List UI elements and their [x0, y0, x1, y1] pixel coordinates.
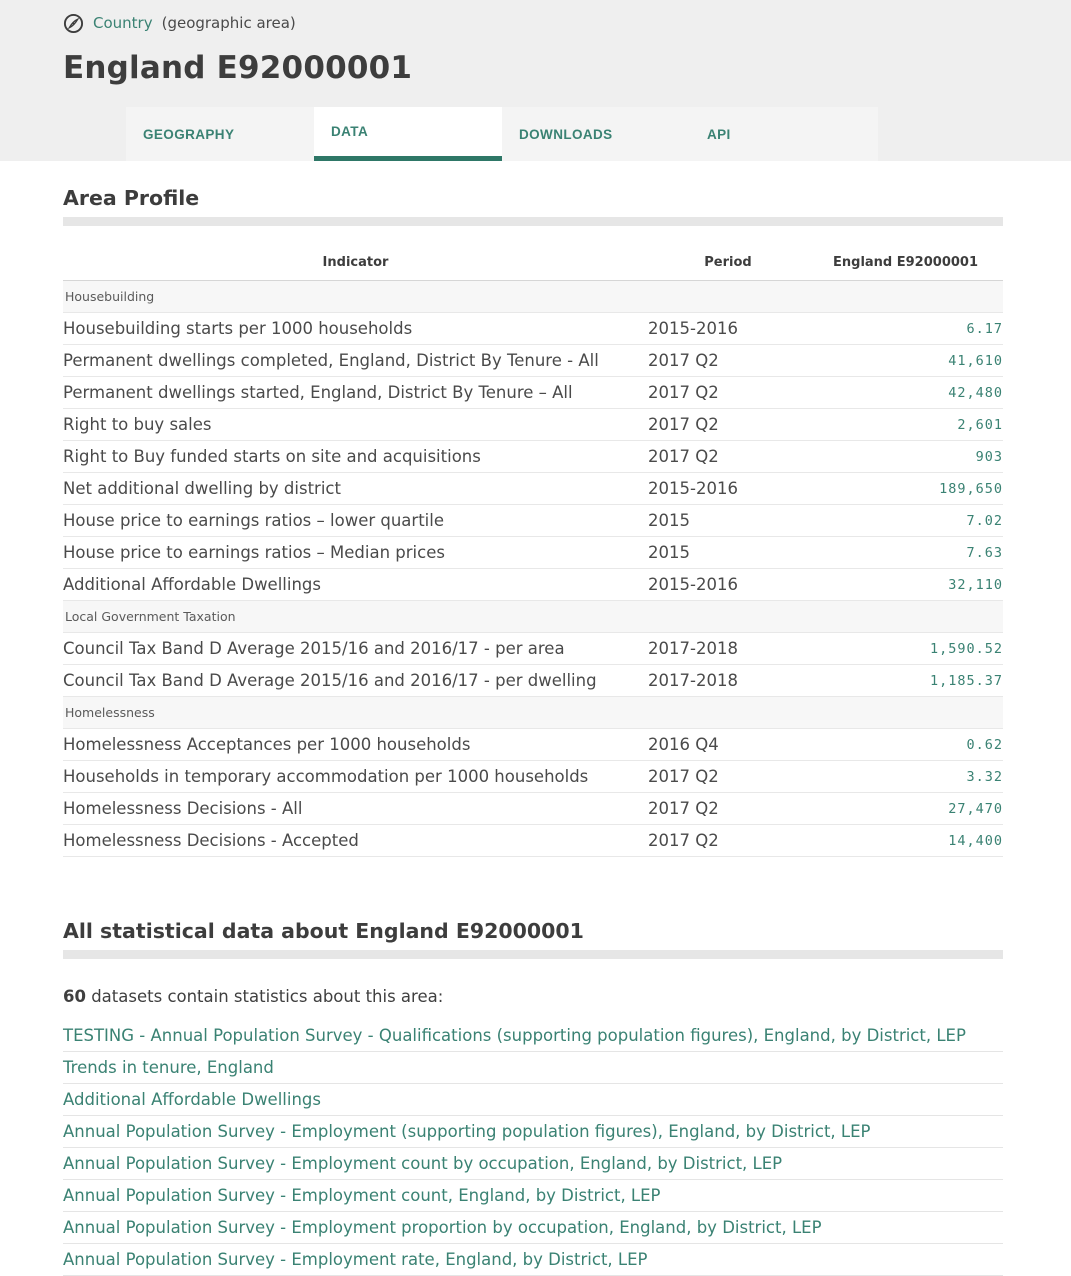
page-header [0, 0, 1071, 161]
period-cell: 2017 Q2 [648, 793, 808, 825]
table-section-label: Housebuilding [63, 281, 1003, 313]
tab-geography[interactable]: GEOGRAPHY [126, 107, 314, 161]
indicator-cell: Households in temporary accommodation per 1000 households [63, 761, 648, 793]
value-cell: 7.02 [808, 505, 1003, 537]
tab-data[interactable]: DATA [314, 107, 502, 161]
dataset-list-item [63, 1148, 1003, 1180]
table-row [63, 633, 1003, 665]
period-cell: 2017-2018 [648, 665, 808, 697]
value-cell: 1,185.37 [808, 665, 1003, 697]
datasets-count: 60 [63, 987, 86, 1006]
period-cell: 2015-2016 [648, 313, 808, 345]
dataset-link[interactable]: Annual Population Survey - Employment rate, England, by District, LEP [63, 1250, 648, 1269]
area-profile-table [63, 243, 1003, 857]
value-cell: 6.17 [808, 313, 1003, 345]
period-cell: 2015 [648, 537, 808, 569]
table-row [63, 793, 1003, 825]
period-cell: 2017 Q2 [648, 825, 808, 857]
column-header-indicator: Indicator [63, 243, 648, 281]
dataset-link[interactable]: Annual Population Survey - Employment (supporting population figures), England, by District, LEP [63, 1122, 871, 1141]
table-row [63, 505, 1003, 537]
column-header-value: England E92000001 [808, 243, 1003, 281]
dataset-list [63, 1020, 1003, 1276]
dataset-link[interactable]: Annual Population Survey - Employment proportion by occupation, England, by District, LEP [63, 1218, 822, 1237]
datasets-count-line [63, 987, 1003, 1006]
dataset-list-item [63, 1244, 1003, 1276]
table-section-row [63, 601, 1003, 633]
table-row [63, 345, 1003, 377]
period-cell: 2015-2016 [648, 473, 808, 505]
period-cell: 2017 Q2 [648, 409, 808, 441]
dataset-list-item [63, 1052, 1003, 1084]
column-header-period: Period [648, 243, 808, 281]
table-row [63, 825, 1003, 857]
table-row [63, 313, 1003, 345]
area-profile-heading: Area Profile [63, 186, 200, 210]
value-cell: 41,610 [808, 345, 1003, 377]
tab-api[interactable]: API [690, 107, 878, 161]
value-cell: 42,480 [808, 377, 1003, 409]
table-row [63, 441, 1003, 473]
indicator-cell: Right to buy sales [63, 409, 648, 441]
period-cell: 2017 Q2 [648, 345, 808, 377]
dataset-link[interactable]: Annual Population Survey - Employment count, England, by District, LEP [63, 1186, 661, 1205]
table-section-label: Homelessness [63, 697, 1003, 729]
table-section-row [63, 697, 1003, 729]
indicator-cell: House price to earnings ratios – Median prices [63, 537, 648, 569]
value-cell: 3.32 [808, 761, 1003, 793]
indicator-cell: Permanent dwellings completed, England, District By Tenure - All [63, 345, 648, 377]
period-cell: 2017 Q2 [648, 441, 808, 473]
indicator-cell: Homelessness Acceptances per 1000 households [63, 729, 648, 761]
value-cell: 14,400 [808, 825, 1003, 857]
table-header-row [63, 243, 1003, 281]
value-cell: 0.62 [808, 729, 1003, 761]
table-row [63, 569, 1003, 601]
indicator-cell: Homelessness Decisions - Accepted [63, 825, 648, 857]
period-cell: 2017-2018 [648, 633, 808, 665]
area-profile-table-body [63, 281, 1003, 857]
dataset-link[interactable]: TESTING - Annual Population Survey - Qualifications (supporting population figures), England, by District, LEP [63, 1026, 966, 1045]
indicator-cell: Homelessness Decisions - All [63, 793, 648, 825]
value-cell: 189,650 [808, 473, 1003, 505]
indicator-cell: Additional Affordable Dwellings [63, 569, 648, 601]
tab-bar [63, 107, 1003, 161]
breadcrumb-suffix: (geographic area) [161, 14, 296, 32]
value-cell: 2,601 [808, 409, 1003, 441]
page-title: England E92000001 [63, 50, 413, 86]
datasets-count-suffix: datasets contain statistics about this area: [85, 987, 444, 1006]
value-cell: 7.63 [808, 537, 1003, 569]
indicator-cell: House price to earnings ratios – lower quartile [63, 505, 648, 537]
dataset-list-item [63, 1180, 1003, 1212]
value-cell: 1,590.52 [808, 633, 1003, 665]
breadcrumb [63, 10, 1003, 36]
value-cell: 32,110 [808, 569, 1003, 601]
dataset-link[interactable]: Trends in tenure, England [63, 1058, 274, 1077]
value-cell: 903 [808, 441, 1003, 473]
indicator-cell: Council Tax Band D Average 2015/16 and 2016/17 - per dwelling [63, 665, 648, 697]
indicator-cell: Housebuilding starts per 1000 households [63, 313, 648, 345]
table-row [63, 473, 1003, 505]
indicator-cell: Council Tax Band D Average 2015/16 and 2016/17 - per area [63, 633, 648, 665]
indicator-cell: Net additional dwelling by district [63, 473, 648, 505]
dataset-list-item [63, 1212, 1003, 1244]
period-cell: 2016 Q4 [648, 729, 808, 761]
table-row [63, 409, 1003, 441]
tab-downloads[interactable]: DOWNLOADS [502, 107, 690, 161]
main-content [0, 186, 1071, 1276]
dataset-link[interactable]: Annual Population Survey - Employment count by occupation, England, by District, LEP [63, 1154, 783, 1173]
table-row [63, 377, 1003, 409]
table-row [63, 537, 1003, 569]
table-row [63, 761, 1003, 793]
dataset-link[interactable]: Additional Affordable Dwellings [63, 1090, 321, 1109]
compass-icon [63, 13, 84, 34]
all-data-heading: All statistical data about England E92000001 [63, 919, 584, 943]
value-cell: 27,470 [808, 793, 1003, 825]
dataset-list-item [63, 1020, 1003, 1052]
period-cell: 2017 Q2 [648, 377, 808, 409]
breadcrumb-link-country[interactable]: Country [93, 14, 153, 32]
dataset-list-item [63, 1116, 1003, 1148]
table-row [63, 665, 1003, 697]
period-cell: 2015-2016 [648, 569, 808, 601]
period-cell: 2015 [648, 505, 808, 537]
table-section-label: Local Government Taxation [63, 601, 1003, 633]
dataset-list-item [63, 1084, 1003, 1116]
heading-rule-2 [63, 950, 1003, 959]
indicator-cell: Right to Buy funded starts on site and acquisitions [63, 441, 648, 473]
table-row [63, 729, 1003, 761]
indicator-cell: Permanent dwellings started, England, District By Tenure – All [63, 377, 648, 409]
heading-rule [63, 217, 1003, 226]
table-section-row [63, 281, 1003, 313]
period-cell: 2017 Q2 [648, 761, 808, 793]
